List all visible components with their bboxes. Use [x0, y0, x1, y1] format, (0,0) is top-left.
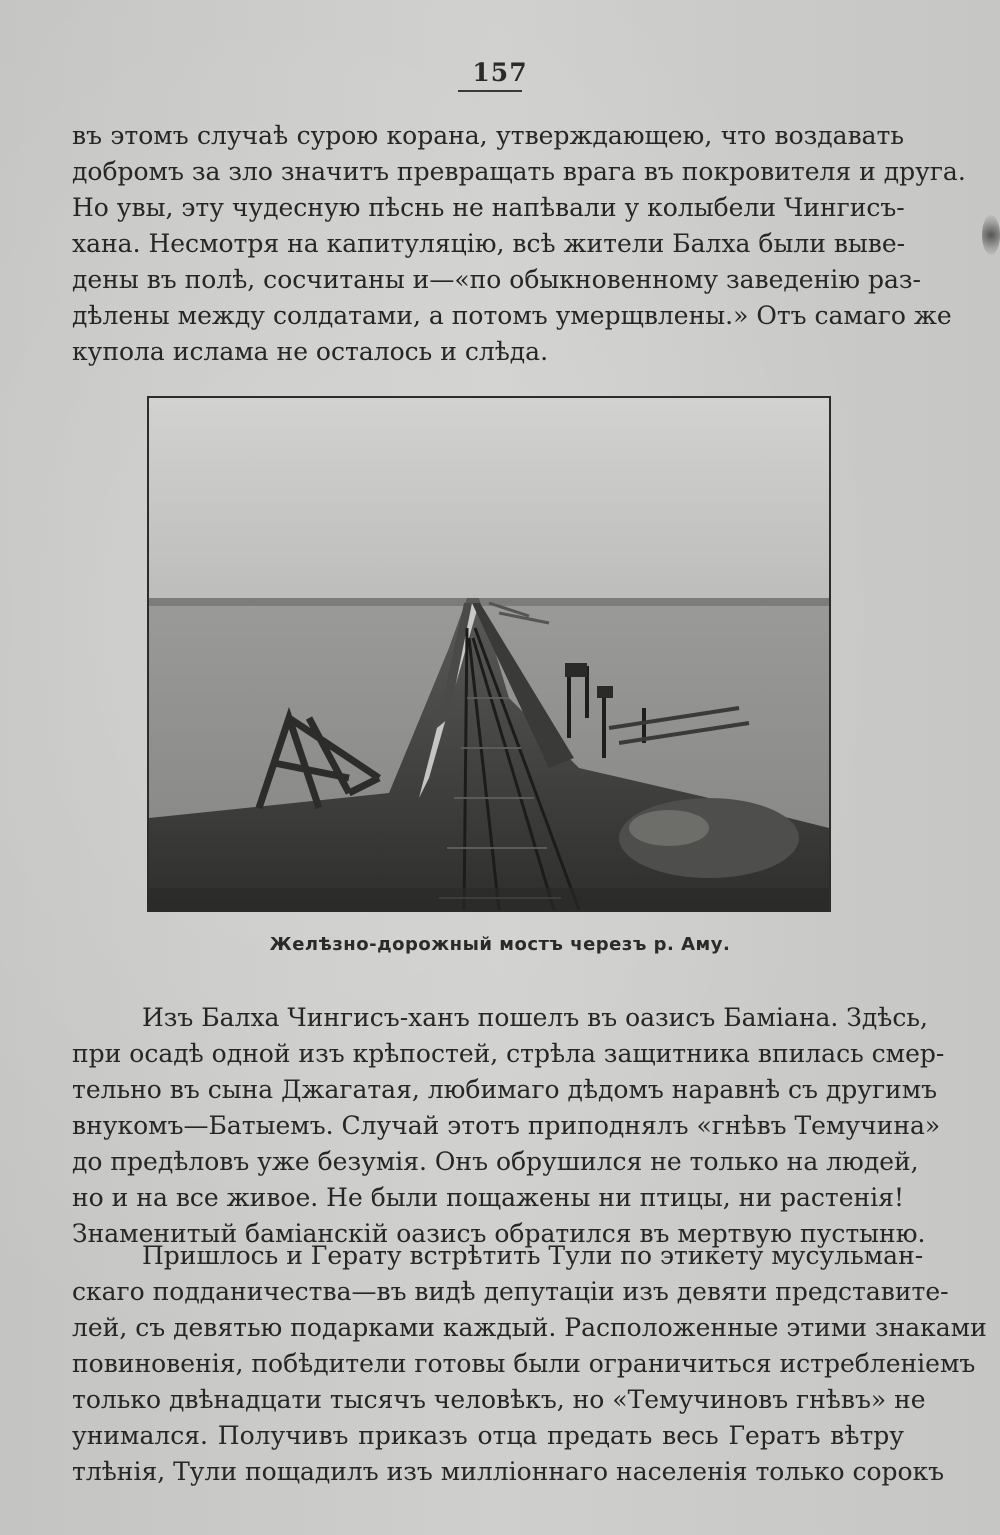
text-line: тельно въ сына Джагатая, любимаго дѣдомъ наравнѣ съ другимъ	[72, 1075, 938, 1104]
text-line: но и на все живое. Не были пощажены ни птицы, ни растенія!	[72, 1183, 904, 1212]
text-line: при осадѣ одной изъ крѣпостей, стрѣла защитника впилась смер-	[72, 1039, 945, 1068]
text-line: лей, съ девятью подарками каждый. Расположенные этими знаками	[72, 1313, 987, 1342]
text-line: добромъ за зло значитъ превращать врага въ покровителя и друга.	[72, 157, 966, 186]
sky	[149, 398, 829, 598]
text-line: унимался. Получивъ приказъ отца предать весь Гератъ вѣтру	[72, 1421, 904, 1450]
text-line: до предѣловъ уже безумія. Онъ обрушился не только на людей,	[72, 1147, 919, 1176]
text-line: Пришлось и Герату встрѣтить Тули по этикету мусульман-	[142, 1241, 924, 1270]
text-line: повиновенія, побѣдители готовы были ограничиться истребленіемъ	[72, 1349, 976, 1378]
figure-caption: Желѣзно-дорожный мостъ черезъ р. Аму.	[269, 934, 731, 955]
text-line: дѣлены между солдатами, а потомъ умерщвлены.» Отъ самаго же	[72, 301, 952, 330]
bridge-photograph	[147, 396, 831, 912]
text-line: Знаменитый баміанскій оазисъ обратился въ мертвую пустыню.	[72, 1219, 926, 1248]
signal-box	[565, 663, 587, 677]
paragraph-balkh-bamian	[72, 1000, 945, 1252]
text-line: купола ислама не осталось и слѣда.	[72, 337, 549, 366]
ink-smudge	[982, 215, 1000, 255]
text-line: тлѣнія, Тули пощадилъ изъ милліоннаго населенія только сорокъ	[72, 1457, 945, 1486]
text-line: только двѣнадцати тысячъ человѣкъ, но «Темучиновъ гнѣвъ» не	[72, 1385, 926, 1414]
text-line: въ этомъ случаѣ сурою корана, утверждающею, что воздавать	[72, 121, 904, 150]
text-line: Изъ Балха Чингисъ-ханъ пошелъ въ оазисъ Баміана. Здѣсь,	[142, 1003, 928, 1032]
page-number-rule	[458, 90, 522, 92]
text-line: хана. Несмотря на капитуляцію, всѣ жители Балха были выве-	[72, 229, 906, 258]
top-paragraph	[72, 118, 966, 370]
text-line: скаго подданичества—въ видѣ депутаціи изъ девяти представите-	[72, 1277, 949, 1306]
page-number: 157	[472, 58, 528, 87]
text-line: Но увы, эту чудесную пѣснь не напѣвали у колыбели Чингисъ-	[72, 193, 905, 222]
rock-highlight	[629, 810, 709, 846]
text-line: дены въ полѣ, сосчитаны и—«по обыкновенному заведенію раз-	[72, 265, 921, 294]
text-line: внукомъ—Батыемъ. Случай этотъ приподнялъ «гнѣвъ Темучина»	[72, 1111, 941, 1140]
paragraph-herat	[72, 1238, 987, 1490]
bridge-photo-drawing	[149, 398, 829, 910]
signal-lamp	[597, 686, 613, 698]
photo-bottom-shade	[149, 888, 829, 910]
far-shore	[149, 598, 829, 606]
